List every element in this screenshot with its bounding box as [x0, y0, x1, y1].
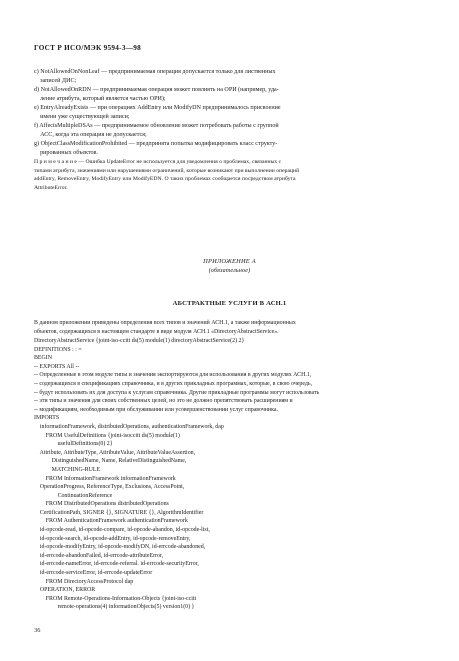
code-line: BEGIN [34, 355, 52, 362]
list-item: рированных объектов. [34, 150, 98, 156]
code-line: FROM DistributedOperations distributedOperations [34, 501, 169, 508]
code-line: ContinuationReference [34, 492, 113, 499]
note-line: П р и м е ч а н и е — Ошибка UpdateError не используется для уведомления о проблемах, связанных с [34, 159, 282, 165]
code-line: id-opcode-read, id-opcode-compare, id-opcode-abandon, id-opcode-list, [34, 527, 210, 534]
list-item: ление атрибута, который является частью ОРИ); [34, 96, 166, 102]
list-item: g) ObjectClassModificationProhibited — предпринята попытка модифицировать класс структу- [34, 141, 278, 147]
code-line: id-errcode-nameError, id-errcode-referral. id-errcode-securityError, [34, 561, 199, 568]
note-block [34, 158, 426, 192]
page-number: 36 [34, 627, 41, 634]
list-item: АСС, когда эта операция не допускается; [34, 132, 147, 138]
note-line: addEntry, RemoveEntry, ModifyEntry или ModifyEDN. О таких проблемах сообщается посредством атрибута [34, 176, 296, 183]
code-line: informationFramework, distributedOperations, authenticationFramework, dap [34, 423, 224, 430]
code-line: DirectoryAbstractService {joint-iso-ccitt ds(5) module(1) directoryAbstractService(2) 2} [34, 338, 245, 344]
code-line: -- Определенные в этом модуле типы и значения экспортируются для использования в других модулях АСН.1, [34, 372, 312, 379]
appendix-title: ПРИЛОЖЕНИЕ А [203, 258, 256, 265]
code-line: OPERATION, ERROR [34, 587, 96, 594]
errors-list [34, 68, 426, 158]
list-item: e) EntryAlreadyExists — при операциях AddEntry или ModifyDN предпринималось присвоение [34, 105, 281, 111]
code-line: id-opcode-search, id-opcode-addEntry, id-opcode-removeEntry, [34, 535, 191, 542]
asn1-module [34, 337, 426, 612]
list-item: c) NotAllowedOnNonLeaf — предпринимаемая операция допускается только для лиственных [34, 69, 276, 75]
code-line: remote-operations(4) informationObjects(5) version1(0) } [34, 604, 195, 611]
note-line: типами атрибута, значениями или нарушениями ограничений, которые возникают при выполнении операций [34, 167, 300, 174]
page-header: ГОСТ Р ИСО/МЭК 9594-3—98 [34, 44, 142, 52]
list-item: f) AffectsMultipleDSAs — предпринимаемое обновление может потребовать работы с группой [34, 123, 279, 129]
code-line: CertificationPath, SIGNER {}, SIGNATURE {}, AlgorithmIdentifier [34, 509, 204, 516]
code-line: FROM Remote-Operations-Information-Objects {joint-iso-ccitt [34, 595, 197, 602]
list-item: записей ДИС; [34, 78, 77, 84]
code-line: DEFINITIONS : : = [34, 346, 82, 353]
code-line: -- будут использовать их для доступа к услугам справочника. Другие прикладные программы могут использовать [34, 389, 320, 396]
code-line: id-errcode-serviceError, id-errcode-updateError [34, 570, 153, 577]
code-line: id-errcode-abandonFailed, id-errcode-attributeError, [34, 552, 164, 559]
code-line: -- содержащихся в спецификациях справочника, и в других прикладных программах, которые, в свою очередь, [34, 380, 313, 387]
code-line: DistinguishedName, Name, RelativeDistinguishedName, [34, 458, 187, 465]
code-line: -- EXPORTS All -- [34, 363, 80, 370]
list-item: имени уже существующей записи; [34, 114, 130, 120]
code-line: id-opcode-modifyEntry, id-opcode-modifyDN, id-errcode-abandoned, [34, 544, 206, 551]
code-line: -- эти типы и значения для своих собственных целей, но это не должно препятствовать расширениям и [34, 398, 293, 405]
appendix-subtitle: (обязательное) [208, 268, 251, 274]
list-item: d) NotAllowedOnRDN — предпринимаемая операция может повлиять на ОРИ (например, уда- [34, 87, 279, 93]
section-title: АБСТРАКТНЫЕ УСЛУГИ В АСН.1 [172, 300, 287, 307]
intro-line: В данном приложении приведены определения всех типов и значений АСН.1, а также информационных [34, 320, 296, 326]
intro-paragraph [34, 319, 426, 337]
code-line: Attribute, AttributeType, AttributeValue, AttributeValueAssertion, [34, 449, 196, 456]
code-line: MATCHING-RULE [34, 466, 101, 473]
note-line: AttributeError. [34, 184, 68, 191]
code-line: FROM AuthenticationFramework authenticationFramework [34, 518, 188, 525]
code-line: FROM DirectoryAccessProtocol dap [34, 578, 134, 585]
code-line: OperationProgress, ReferenceType, Exclusions, AccessPoint, [34, 484, 185, 491]
code-line: FROM UsefulDefinitions {joint-isoccitt ds(5) module(1) [34, 432, 180, 439]
intro-line: объектов, содержащихся в настоящем стандарте в виде модуля АСН.1 «DirectoryAbstractService». [34, 328, 279, 335]
code-line: IMPORTS [34, 415, 60, 422]
code-line: usefulDefinitions(0) 2} [34, 441, 113, 448]
code-line: FROM InformationFramework informationFramework [34, 475, 176, 482]
code-line: -- модификациям, необходимым при обслуживании или усовершенствовании услуг справочника. [34, 406, 278, 413]
